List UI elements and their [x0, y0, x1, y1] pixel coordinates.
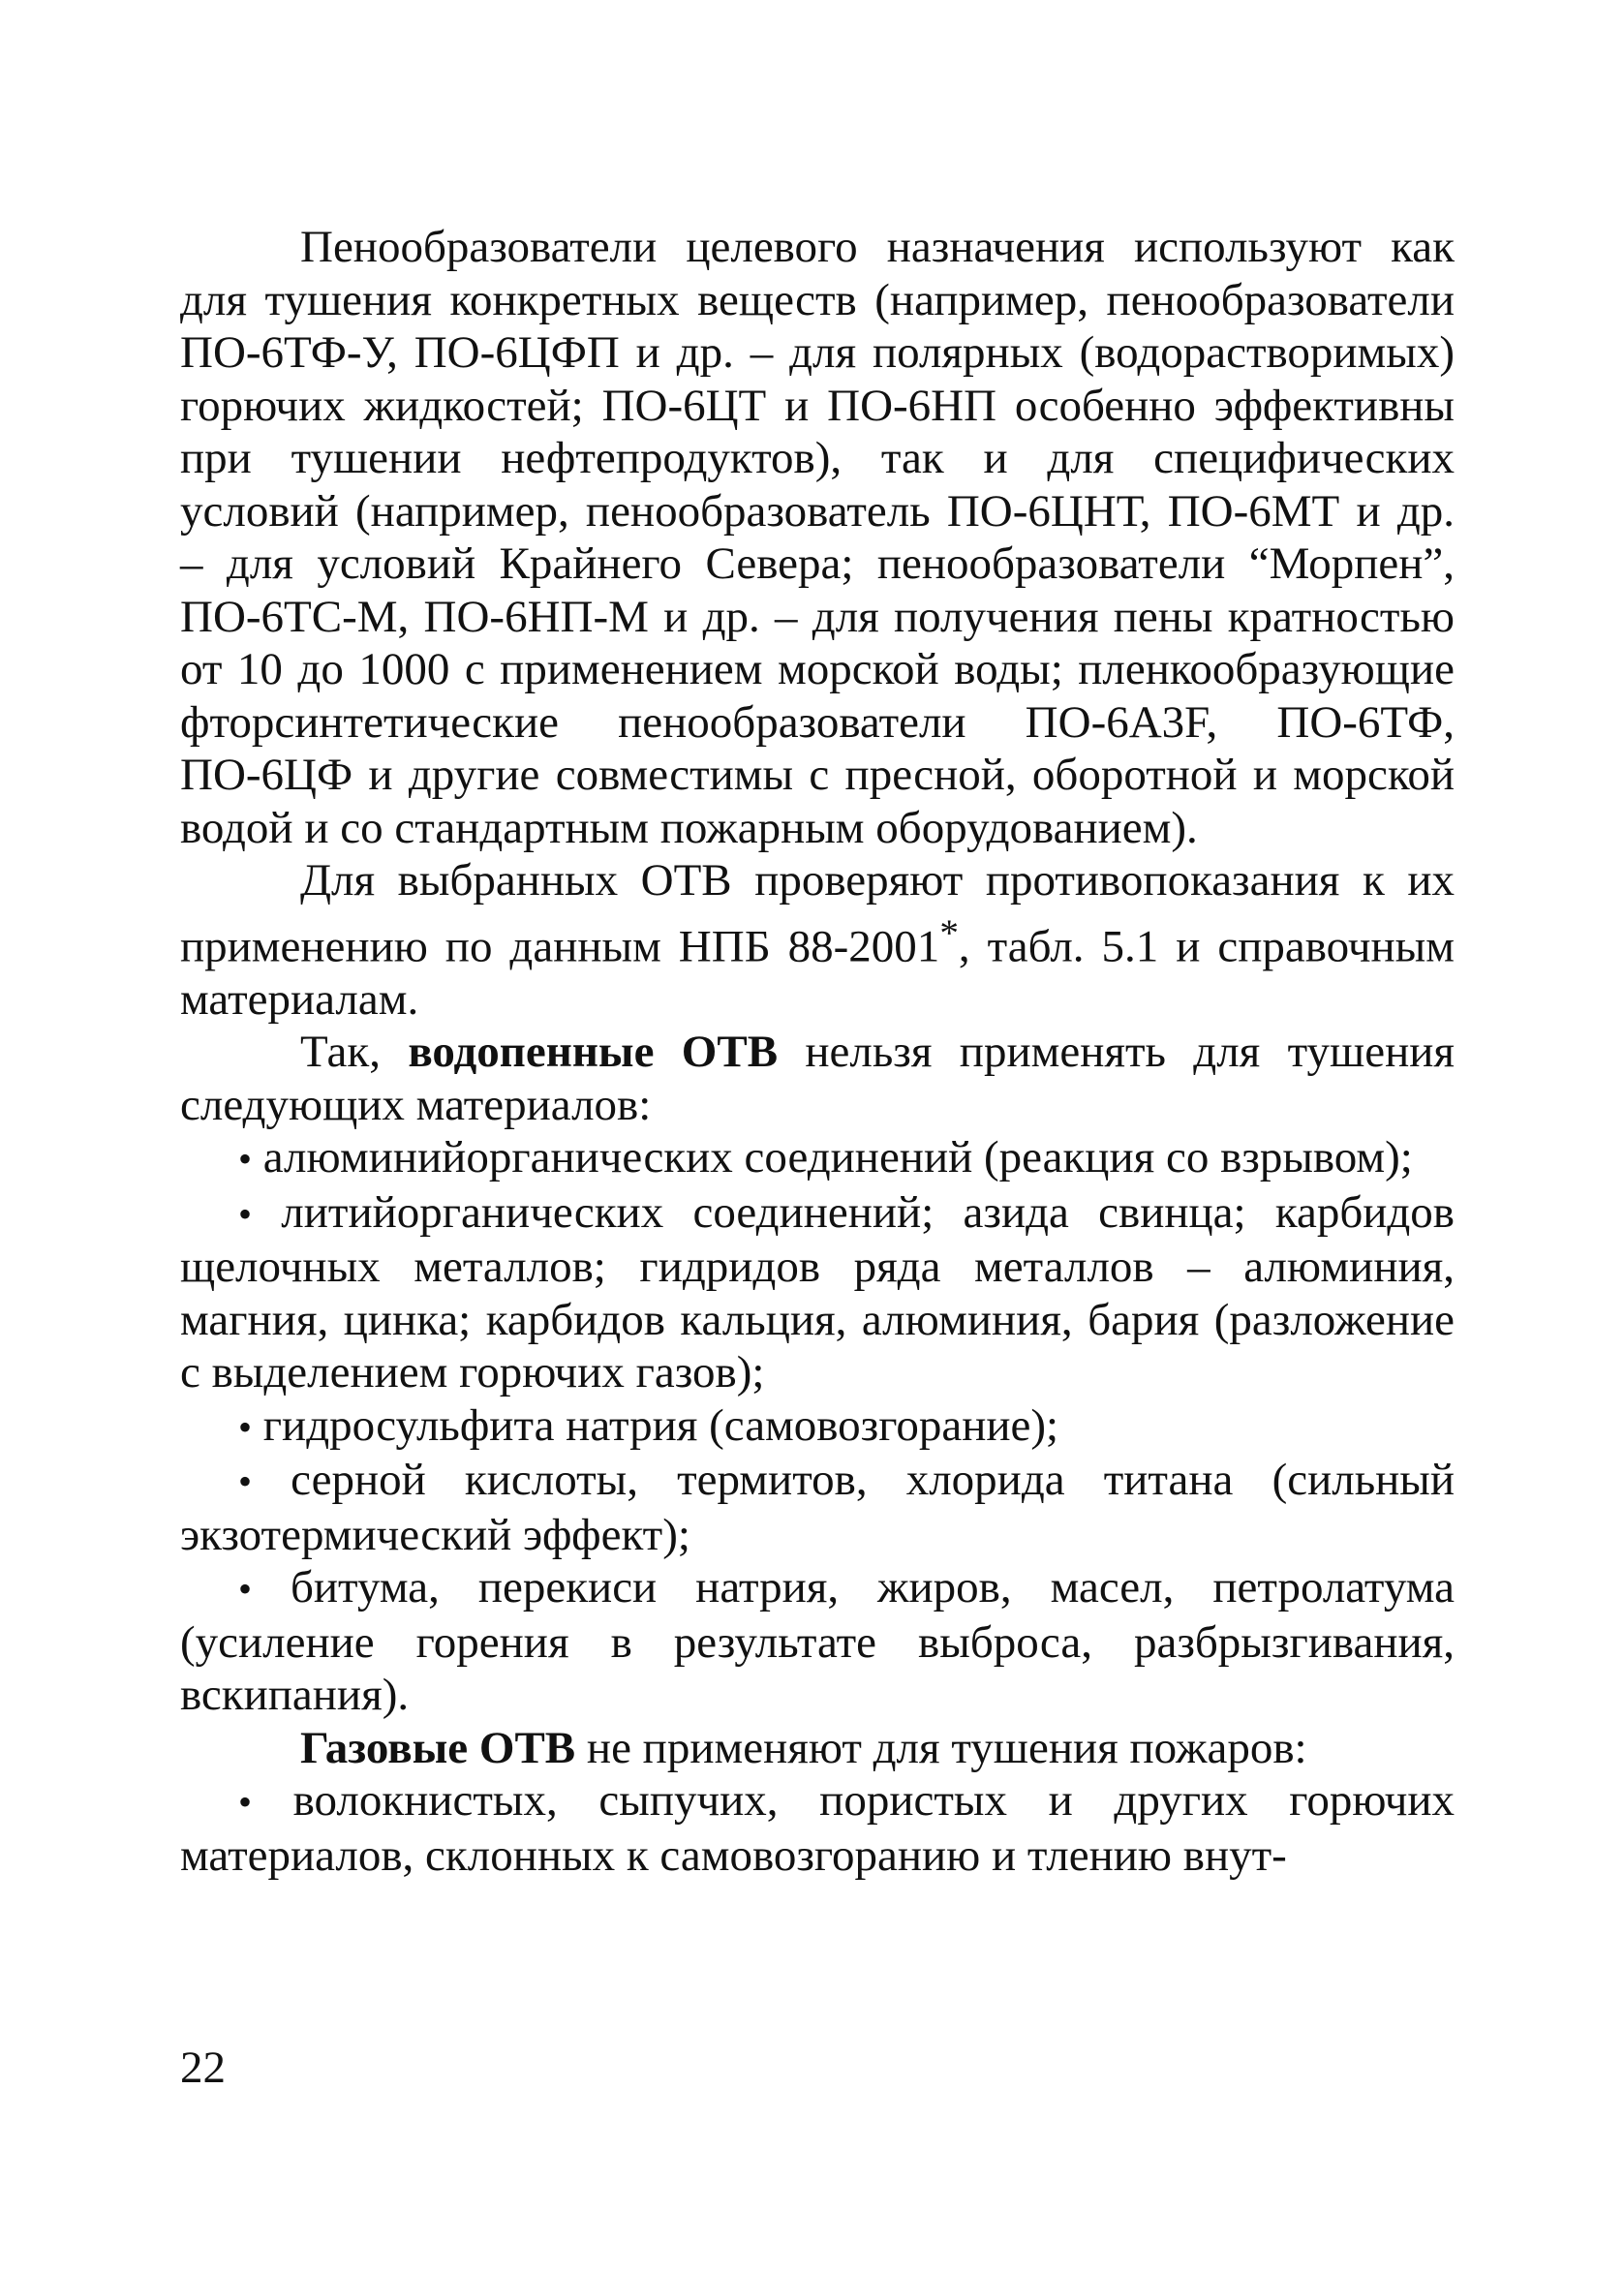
list-item-text: волокнистых, сыпучих, пористых и других горючих материалов, склонных к самовозгоранию и тлению внут-	[180, 1775, 1455, 1881]
paragraph-water-foam-lead: Так,	[300, 1027, 409, 1078]
page-number: 22	[180, 2043, 226, 2093]
term-gas: Газовые ОТВ	[300, 1722, 576, 1773]
list-item	[180, 1131, 1455, 1186]
bullet-icon: •	[238, 1567, 253, 1612]
list-item	[180, 1186, 1455, 1399]
paragraph-water-foam-rest: нельзя применять для тушения следующих материалов:	[180, 1027, 1455, 1130]
page-body	[180, 221, 1455, 1882]
footnote-mark: *	[939, 911, 959, 954]
list-item-text: серной кислоты, термитов, хлорида титана (сильный экзотермический эффект);	[180, 1455, 1455, 1560]
list-item-text: гидросульфита натрия (самовозгорание);	[262, 1399, 1059, 1451]
list-item	[180, 1399, 1455, 1455]
list-item	[180, 1561, 1455, 1722]
list-item-text: алюминийорганических соединений (реакция со взрывом);	[262, 1132, 1413, 1183]
bullet-icon: •	[238, 1404, 253, 1449]
paragraph-gas-rest: не применяют для тушения пожаров:	[575, 1722, 1307, 1773]
paragraph-contraindications-tail: , табл. 5.1 и справочным материалам.	[180, 921, 1455, 1025]
bullet-icon: •	[238, 1459, 253, 1504]
list-item-text: битума, перекиси натрия, жиров, масел, петролатума (усиление горения в результате выброса, разбрызгивания, вскипания).	[180, 1562, 1455, 1721]
list-item-text: литийорганических соединений; азида свинца; карбидов щелочных металлов; гидридов ряда металлов – алюминия, магния, цинка; карбидов кальция, алюминия, бария (разложение с выделением горючих газов);	[180, 1186, 1455, 1398]
paragraph-contraindications	[180, 854, 1455, 1026]
term-water-foam: водопенные ОТВ	[408, 1027, 779, 1078]
paragraph-gas-intro	[180, 1722, 1455, 1775]
bullet-icon: •	[238, 1137, 253, 1182]
bullet-icon: •	[238, 1191, 253, 1236]
list-item	[180, 1454, 1455, 1561]
paragraph-water-foam-intro	[180, 1026, 1455, 1131]
paragraph-contraindications-text: Для выбранных ОТВ проверяют противопоказания к их применению по данным НПБ 88-2001	[180, 855, 1455, 972]
paragraph-foam-agents: Пенообразователи целевого назначения используют как для тушения конкретных веществ (например, пенообразователи ПО-6ТФ-У, ПО-6ЦФП и др. – для полярных (водорастворимых) горючих жидкостей; ПО-6ЦТ и ПО-6НП особенно эффективны при тушении нефтепродуктов), так и для специфических условий (например, пенообразователь ПО-6ЦНТ, ПО-6МТ и др. – для условий Крайнего Севера; пенообразователи “Морпен”, ПО-6ТС-М, ПО-6НП-М и др. – для получения пены кратностью от 10 до 1000 с применением морской воды; пленкообразующие фторсинтетические пенообразователи ПО-6А3F, ПО-6ТФ, ПО-6ЦФ и другие совместимы с пресной, оборотной и морской водой и со стандартным пожарным оборудованием).	[180, 222, 1455, 853]
bullet-icon: •	[238, 1780, 253, 1825]
list-item	[180, 1774, 1455, 1882]
